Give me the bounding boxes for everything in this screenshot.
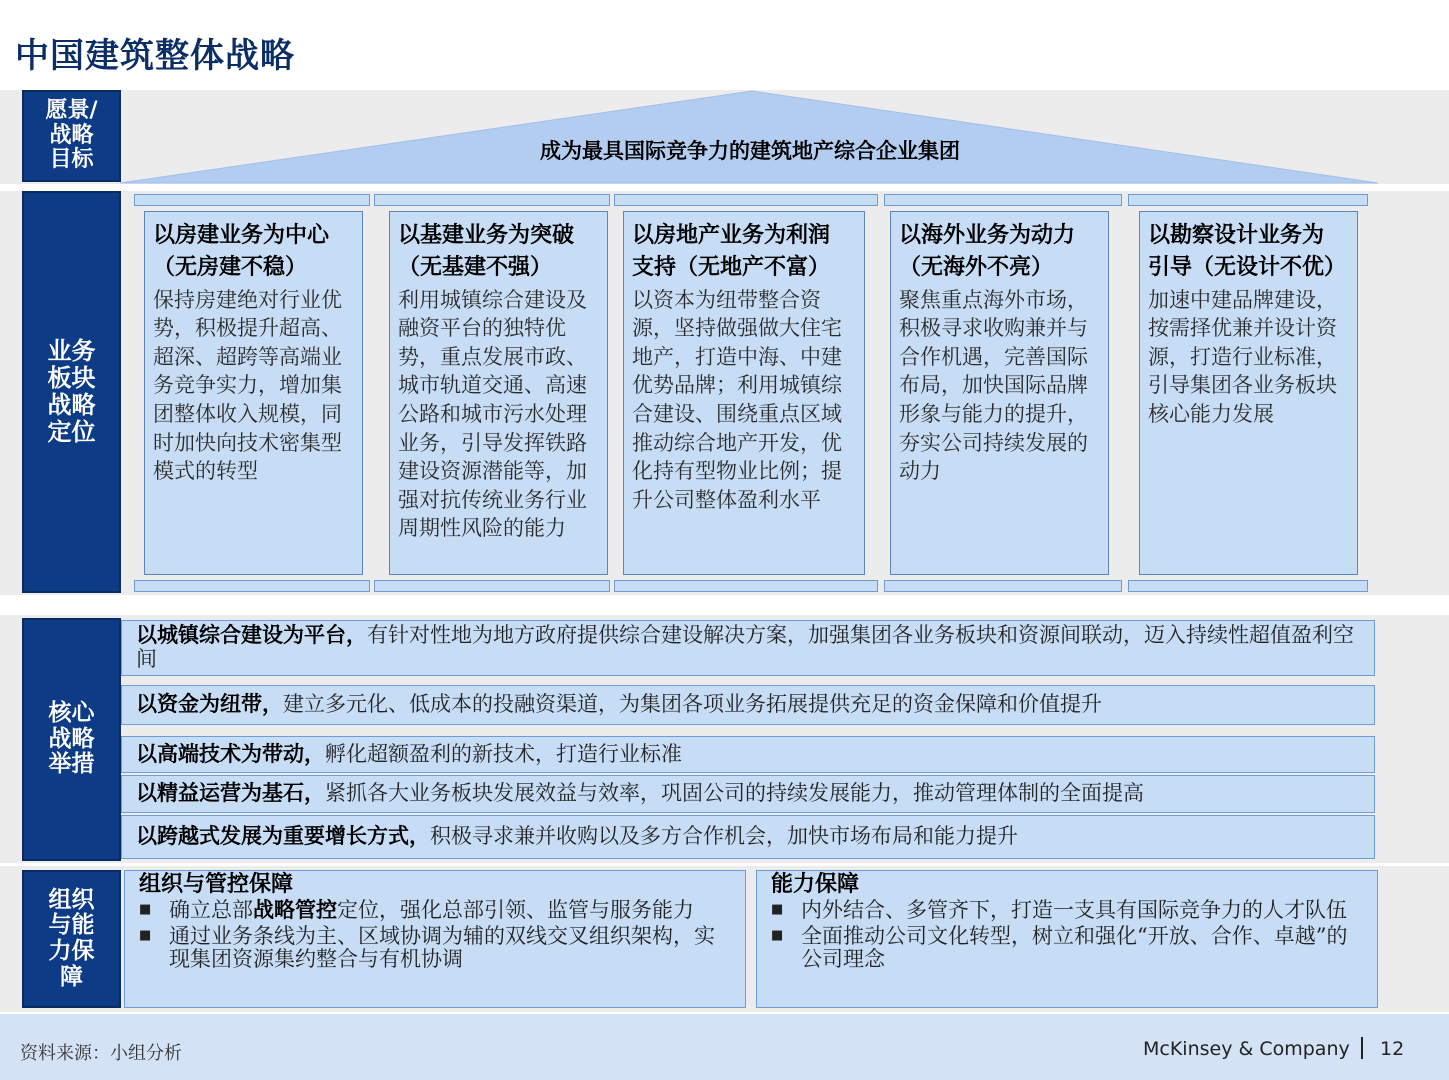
core-row-text: 紧抓各大业务板块发展效益与效率，巩固公司的持续发展能力，推动管理体制的全面提高 xyxy=(325,781,1144,806)
org-label-line: 障 xyxy=(60,963,83,990)
column-heading: 以房建业务为中心 xyxy=(153,223,330,248)
column-heading: 以房地产业务为利润 xyxy=(632,223,831,248)
core-row-technology xyxy=(121,736,1375,773)
core-label-line: 核心 xyxy=(48,699,95,726)
business-column-real-estate xyxy=(623,211,865,575)
bullet-icon: ■ xyxy=(771,902,784,918)
org-label xyxy=(22,870,121,1008)
bullet-item xyxy=(139,925,731,972)
column-heading: （无基建不强） xyxy=(398,254,553,280)
core-row-bold: 以城镇综合建设为平台， xyxy=(136,623,367,648)
pillar-top-strip xyxy=(614,194,878,206)
core-label-line: 举措 xyxy=(48,751,95,778)
org-label-line: 组织 xyxy=(48,886,95,913)
footer-page-number: 12 xyxy=(1380,1038,1405,1060)
core-row-growth xyxy=(121,815,1375,859)
org-capability-box xyxy=(756,870,1378,1008)
pillar-bottom-strip xyxy=(374,580,610,592)
core-row-text: 有针对性地为地方政府提供综合建设解决方案，加强集团各业务板块和资源间联动，迈入持续性超值盈利空间 xyxy=(136,623,1354,671)
column-body: 以资本为纽带整合资源，坚持做强做大住宅地产，打造中海、中建优势品牌；利用城镇综合建设、围绕重点区域推动综合地产开发，优化持有型物业比例；提升公司整体盈利水平 xyxy=(632,287,842,512)
column-body: 聚焦重点海外市场，积极寻求收购兼并与合作机遇，完善国际布局，加快国际品牌形象与能力的提升，夯实公司持续发展的动力 xyxy=(899,287,1088,484)
bullet-text: 全面推动公司文化转型，树立和强化“开放、合作、卓越”的公司理念 xyxy=(801,923,1348,972)
bullet-item xyxy=(771,899,1363,923)
business-label xyxy=(22,191,121,593)
core-row-urbanization xyxy=(121,620,1375,676)
core-row-text: 孵化超额盈利的新技术，打造行业标准 xyxy=(325,741,682,766)
business-column-overseas xyxy=(890,211,1109,575)
core-label-line: 战略 xyxy=(48,725,95,752)
bullet-text-post: 定位，强化总部引领、监管与服务能力 xyxy=(337,898,694,923)
core-row-capital xyxy=(121,685,1375,725)
bullet-text: 通过业务条线为主、区域协调为辅的双线交叉组织架构，实现集团资源集约整合与有机协调 xyxy=(169,923,715,972)
vision-text: 成为最具国际竞争力的建筑地产综合企业集团 xyxy=(540,139,960,163)
org-label-line: 与能 xyxy=(48,912,95,939)
column-heading: 以勘察设计业务为 xyxy=(1148,223,1325,248)
column-body: 保持房建绝对行业优势，积极提升超高、超深、超跨等高端业务竞争实力，增加集团整体收入规模，同时加快向技术密集型模式的转型 xyxy=(153,287,342,484)
core-label xyxy=(22,618,121,861)
footer-divider xyxy=(1361,1037,1363,1059)
bullet-text: 内外结合、多管齐下，打造一支具有国际竞争力的人才队伍 xyxy=(801,898,1347,923)
bullet-text-pre: 确立总部 xyxy=(169,898,253,923)
pillar-top-strip xyxy=(134,194,370,206)
core-row-bold: 以精益运营为基石， xyxy=(136,781,325,806)
vision-label-line: 愿景/ xyxy=(45,98,98,124)
business-label-line: 业务 xyxy=(47,337,96,366)
bullet-icon: ■ xyxy=(771,927,784,943)
org-governance-box xyxy=(124,870,746,1008)
business-column-design xyxy=(1139,211,1358,575)
vision-label-line: 战略 xyxy=(49,122,94,148)
pillar-bottom-strip xyxy=(614,580,878,592)
bullet-icon: ■ xyxy=(139,902,152,918)
business-column-infrastructure xyxy=(389,211,608,575)
business-label-line: 板块 xyxy=(47,364,96,393)
bullet-item xyxy=(771,925,1363,972)
footer-company: McKinsey & Company xyxy=(1143,1038,1350,1060)
column-heading: （无海外不亮） xyxy=(899,254,1054,280)
bullet-text xyxy=(169,899,694,923)
bullet-text-bold: 战略管控 xyxy=(253,898,337,923)
core-row-operations xyxy=(121,775,1375,813)
bullet-icon: ■ xyxy=(139,927,152,943)
column-heading: 支持（无地产不富） xyxy=(632,254,831,280)
business-label-line: 战略 xyxy=(47,391,96,419)
pillar-top-strip xyxy=(1128,194,1368,206)
column-heading: 以基建业务为突破 xyxy=(398,223,575,248)
core-row-text: 建立多元化、低成本的投融资渠道，为集团各项业务拓展提供充足的资金保障和价值提升 xyxy=(283,692,1102,717)
bullet-item xyxy=(139,899,731,923)
org-governance-heading: 组织与管控保障 xyxy=(139,872,294,897)
pillar-top-strip xyxy=(884,194,1122,206)
pillar-bottom-strip xyxy=(1128,580,1368,592)
pillar-bottom-strip xyxy=(884,580,1122,592)
core-row-bold: 以资金为纽带， xyxy=(136,692,283,717)
vision-label-line: 目标 xyxy=(49,147,94,173)
core-row-text: 积极寻求兼并收购以及多方合作机会，加快市场布局和能力提升 xyxy=(430,824,1018,849)
pillar-bottom-strip xyxy=(134,580,370,592)
pillar-top-strip xyxy=(374,194,610,206)
business-column-building xyxy=(144,211,363,575)
page-title: 中国建筑整体战略 xyxy=(15,36,295,76)
column-heading: 引导（无设计不优） xyxy=(1148,254,1347,280)
core-row-bold: 以高端技术为带动， xyxy=(136,741,325,766)
column-heading: 以海外业务为动力 xyxy=(899,223,1076,248)
column-heading: （无房建不稳） xyxy=(153,254,308,280)
org-label-line: 力保 xyxy=(48,938,95,964)
column-body: 加速中建品牌建设，按需择优兼并设计资源，打造行业标准，引导集团各业务板块核心能力发展 xyxy=(1148,287,1337,426)
vision-text-wrap xyxy=(120,135,1380,165)
column-body: 利用城镇综合建设及融资平台的独特优势，重点发展市政、城市轨道交通、高速公路和城市污水处理业务，引导发挥铁路建设资源潜能等，加强对抗传统业务行业周期性风险的能力 xyxy=(398,287,587,541)
vision-label xyxy=(22,90,121,182)
org-capability-heading: 能力保障 xyxy=(771,872,860,897)
footer-source: 资料来源：小组分析 xyxy=(20,1043,182,1064)
business-label-line: 定位 xyxy=(47,417,96,446)
core-row-bold: 以跨越式发展为重要增长方式， xyxy=(136,824,430,849)
